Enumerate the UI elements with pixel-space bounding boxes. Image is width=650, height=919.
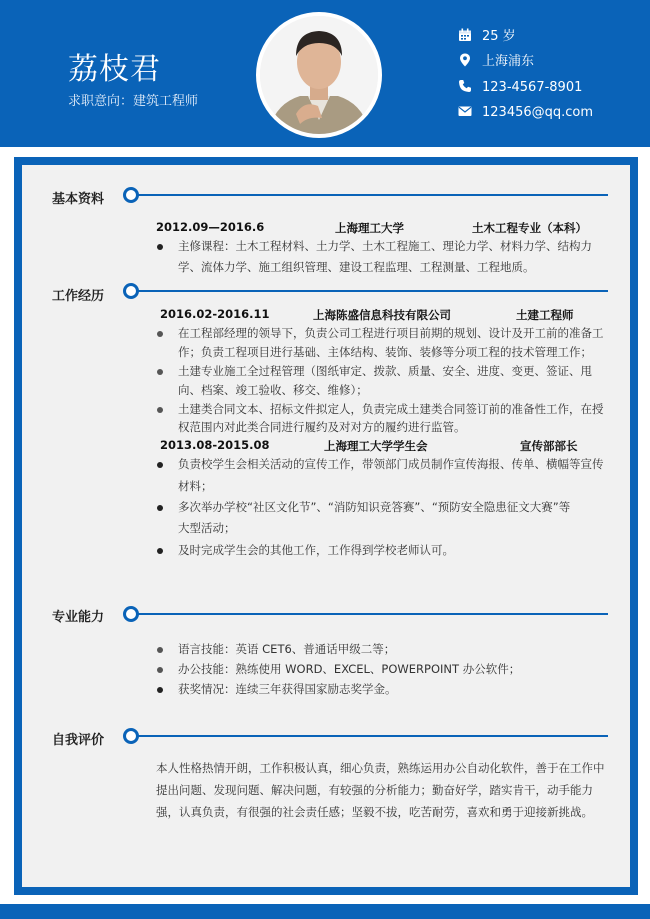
self-eval-line: 提出问题、发现问题、解决问题，有较强的分析能力；勤奋好学，踏实肯干，动手能力: [156, 783, 593, 797]
job1-company: 上海陈盛信息科技有限公司: [313, 308, 451, 322]
job1-period: 2016.02-2016.11: [160, 307, 270, 321]
section-marker: [123, 187, 139, 203]
job2-duty-line: 负责校学生会相关活动的宣传工作，带领部门成员制作宣传海报、传单、横幅等宣传: [178, 457, 604, 471]
section-marker: [123, 283, 139, 299]
job2-duty-line: 多次举办学校“社区文化节”、“消防知识竞答赛”、“预防安全隐患征文大赛”等: [178, 500, 571, 514]
section-title-self: 自我评价: [52, 733, 105, 748]
envelope-icon: [458, 104, 472, 118]
age-item: [458, 27, 516, 47]
job1-duty-line: 向、档案、竣工验收、移交、维修）；: [178, 383, 368, 397]
job2-title: 宣传部部长: [520, 439, 578, 453]
age-text: 25 岁: [482, 29, 516, 44]
job2-duty-line: 及时完成学生会的其他工作，工作得到学校老师认可。: [178, 543, 454, 557]
bullet: [157, 667, 163, 673]
edu-school: 上海理工大学: [335, 221, 404, 235]
section-title-basic: 基本资料: [52, 192, 105, 207]
section-marker: [123, 728, 139, 744]
section-marker: [123, 606, 139, 622]
profile-photo: [256, 12, 382, 138]
phone-text: 123-4567-8901: [482, 80, 583, 95]
section-title-work: 工作经历: [52, 289, 105, 304]
bullet: [157, 505, 163, 511]
skill-awards: 获奖情况：连续三年获得国家励志奖学金。: [178, 682, 397, 696]
bullet: [157, 687, 163, 693]
section-title-skills: 专业能力: [52, 610, 105, 625]
edu-courses-line: 学、流体力学、施工组织管理、建设工程监理、工程测量、工程地质。: [178, 260, 535, 274]
job-intent: 求职意向：建筑工程师: [68, 94, 199, 109]
bullet: [157, 647, 163, 653]
bullet: [157, 548, 163, 554]
candidate-name: 荔枝君: [68, 52, 161, 87]
location-pin-icon: [458, 53, 472, 67]
phone-item: [458, 78, 582, 98]
bullet: [157, 244, 163, 250]
job1-duty-line: 作；负责工程项目进行基础、主体结构、装饰、装修等分项工程的技术管理工作；: [178, 345, 592, 359]
self-eval-line: 本人性格热情开朗，工作积极认真，细心负责，熟练运用办公自动化软件，善于在工作中: [156, 761, 605, 775]
phone-icon: [458, 79, 472, 93]
job2-duty-line: 材料；: [178, 479, 213, 493]
edu-period: 2012.09—2016.6: [156, 220, 265, 234]
job2-org: 上海理工大学学生会: [324, 439, 428, 453]
bullet: [157, 407, 163, 413]
bullet: [157, 331, 163, 337]
bullet: [157, 462, 163, 468]
job2-period: 2013.08-2015.08: [160, 438, 270, 452]
edu-courses-line: 主修课程：土木工程材料、土力学、土木工程施工、理论力学、材料力学、结构力: [178, 239, 592, 253]
skill-office: 办公技能：熟练使用 WORD、EXCEL、POWERPOINT 办公软件；: [178, 662, 521, 676]
section-divider: [130, 194, 608, 196]
section-divider: [130, 735, 608, 737]
job1-duty-line: 权范围内对此类合同进行履约及对对方的履约进行监管。: [178, 420, 466, 434]
calendar-icon: [458, 28, 472, 42]
email-item: [458, 103, 593, 123]
section-divider: [130, 613, 608, 615]
job1-duty-line: 土建类合同文本、招标文件拟定人，负责完成土建类合同签订前的准备性工作，在授: [178, 402, 604, 416]
bullet: [157, 369, 163, 375]
location-item: [458, 52, 534, 72]
job2-duty-line: 大型活动；: [178, 521, 236, 535]
job1-duty-line: 土建专业施工全过程管理（图纸审定、拨款、质量、安全、进度、变更、签证、甩: [178, 364, 592, 378]
location-text: 上海浦东: [482, 54, 535, 69]
skill-language: 语言技能：英语 CET6、普通话甲级二等；: [178, 642, 396, 656]
self-eval-line: 强，认真负责，有很强的社会责任感；坚毅不拔，吃苦耐劳，喜欢和勇于迎接新挑战。: [156, 805, 593, 819]
job1-title: 土建工程师: [516, 308, 574, 322]
job1-duty-line: 在工程部经理的领导下，负责公司工程进行项目前期的规划、设计及开工前的准备工: [178, 326, 604, 340]
footer-bar: [0, 904, 650, 919]
section-divider: [130, 290, 608, 292]
email-text: 123456@qq.com: [482, 105, 594, 120]
edu-major: 土木工程专业（本科）: [472, 221, 587, 235]
